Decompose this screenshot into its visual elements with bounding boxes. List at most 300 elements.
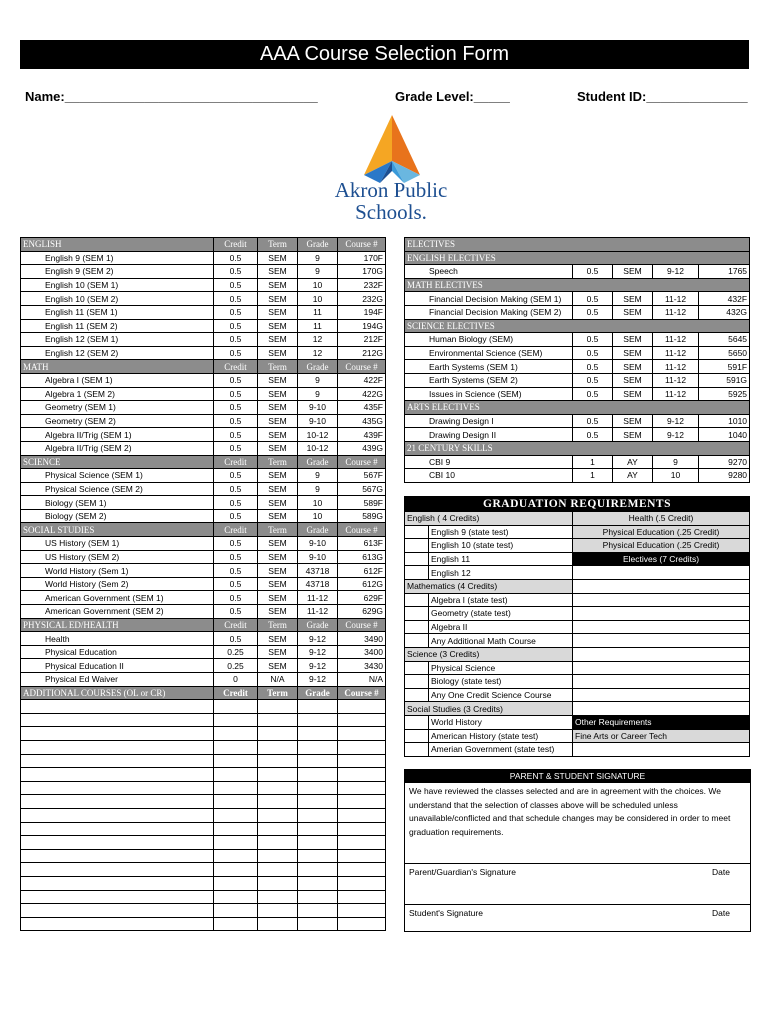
course-term: SEM xyxy=(258,482,298,496)
course-grade: 9-10 xyxy=(298,537,338,551)
table-row[interactable] xyxy=(405,414,750,428)
course-name: Human Biology (SEM) xyxy=(405,333,573,347)
course-grade: 10 xyxy=(298,278,338,292)
course-number: 5925 xyxy=(699,387,750,401)
table-row[interactable] xyxy=(21,346,386,360)
column-header-credit: Credit xyxy=(214,360,258,374)
table-row[interactable] xyxy=(405,305,750,319)
section-header-row xyxy=(405,401,750,415)
blank-row[interactable] xyxy=(21,917,386,931)
requirement-right: Health (.5 Credit) xyxy=(573,512,750,526)
course-number: 212G xyxy=(338,346,386,360)
requirement-right: Electives (7 Credits) xyxy=(573,552,750,566)
table-row[interactable] xyxy=(21,428,386,442)
requirement-item: Any One Credit Science Course xyxy=(429,688,573,702)
course-name: English 10 (SEM 2) xyxy=(21,292,214,306)
blank-cell xyxy=(214,740,258,754)
parent-signature-line[interactable] xyxy=(405,863,750,877)
course-number: 432F xyxy=(699,292,750,306)
section-label: MATH xyxy=(21,360,214,374)
course-name: Physical Science (SEM 1) xyxy=(21,469,214,483)
course-term: SEM xyxy=(258,537,298,551)
table-row xyxy=(405,607,750,621)
table-row[interactable] xyxy=(405,469,750,483)
table-row[interactable] xyxy=(21,564,386,578)
table-row[interactable] xyxy=(21,673,386,687)
table-row[interactable] xyxy=(21,659,386,673)
course-number: 613G xyxy=(338,550,386,564)
section-label: ELECTIVES xyxy=(405,238,750,252)
course-grade: 11 xyxy=(298,319,338,333)
blank-cell xyxy=(21,822,214,836)
blank-row[interactable] xyxy=(21,822,386,836)
course-term: SEM xyxy=(258,319,298,333)
course-credit: 1 xyxy=(573,469,613,483)
course-number: 439F xyxy=(338,428,386,442)
course-term: SEM xyxy=(258,373,298,387)
section-label: MATH ELECTIVES xyxy=(405,278,750,292)
requirement-category: Mathematics (4 Credits) xyxy=(405,579,573,593)
checkbox-cell xyxy=(405,539,429,553)
requirement-right xyxy=(573,702,750,716)
column-header-term: Term xyxy=(258,455,298,469)
course-credit: 0 xyxy=(214,673,258,687)
course-term: SEM xyxy=(258,346,298,360)
table-row[interactable] xyxy=(21,265,386,279)
blank-row[interactable] xyxy=(21,727,386,741)
electives-table xyxy=(404,237,750,483)
student-signature-line[interactable] xyxy=(405,904,750,918)
blank-row[interactable] xyxy=(21,713,386,727)
table-row[interactable] xyxy=(21,292,386,306)
course-number: 612F xyxy=(338,564,386,578)
blank-row[interactable] xyxy=(21,876,386,890)
blank-cell xyxy=(298,700,338,714)
requirement-right xyxy=(573,634,750,648)
course-name: Drawing Design II xyxy=(405,428,573,442)
course-credit: 0.5 xyxy=(214,591,258,605)
table-row[interactable] xyxy=(21,591,386,605)
table-row[interactable] xyxy=(21,305,386,319)
course-grade: 11-12 xyxy=(653,387,699,401)
course-grade: 9-12 xyxy=(653,428,699,442)
course-number: 194G xyxy=(338,319,386,333)
signature-statement: We have reviewed the classes selected and are in agreement with the choices. We understand that the selection of classes above will be scheduled unless unavailable/conflicted and that schedule changes may be considered in order to meet graduation requirements. xyxy=(409,786,731,837)
requirement-right xyxy=(573,607,750,621)
checkbox-cell xyxy=(405,634,429,648)
table-row xyxy=(405,675,750,689)
course-number: 567F xyxy=(338,469,386,483)
course-credit: 0.5 xyxy=(573,373,613,387)
course-grade: 9-10 xyxy=(298,401,338,415)
table-row[interactable] xyxy=(21,278,386,292)
blank-cell xyxy=(258,781,298,795)
table-row[interactable] xyxy=(21,509,386,523)
table-row[interactable] xyxy=(21,401,386,415)
blank-row[interactable] xyxy=(21,904,386,918)
student-signature-label: Student's Signature xyxy=(409,908,483,918)
blank-cell xyxy=(338,890,386,904)
checkbox-cell xyxy=(405,552,429,566)
course-grade: 10 xyxy=(298,509,338,523)
course-name: CBI 10 xyxy=(405,469,573,483)
requirement-right xyxy=(573,647,750,661)
course-number: 629F xyxy=(338,591,386,605)
table-row[interactable] xyxy=(405,265,750,279)
course-name: American Government (SEM 1) xyxy=(21,591,214,605)
course-credit: 0.5 xyxy=(214,346,258,360)
course-name: US History (SEM 2) xyxy=(21,550,214,564)
blank-cell xyxy=(21,890,214,904)
section-label: ARTS ELECTIVES xyxy=(405,401,750,415)
course-credit: 0.5 xyxy=(573,414,613,428)
table-row[interactable] xyxy=(21,319,386,333)
blank-cell xyxy=(258,890,298,904)
section-label: PHYSICAL ED/HEALTH xyxy=(21,618,214,632)
course-credit: 0.5 xyxy=(214,564,258,578)
table-row[interactable] xyxy=(21,537,386,551)
course-name: Health xyxy=(21,632,214,646)
course-name: US History (SEM 1) xyxy=(21,537,214,551)
blank-cell xyxy=(298,768,338,782)
student-id-field[interactable]: Student ID:______________ xyxy=(577,89,748,104)
table-row xyxy=(405,593,750,607)
column-header-course: Course # xyxy=(338,455,386,469)
blank-cell xyxy=(338,700,386,714)
table-row xyxy=(405,702,750,716)
course-credit: 0.5 xyxy=(214,428,258,442)
blank-row[interactable] xyxy=(21,849,386,863)
table-row xyxy=(405,743,750,757)
name-field[interactable]: Name:___________________________________ xyxy=(25,89,318,104)
blank-row[interactable] xyxy=(21,808,386,822)
course-term: SEM xyxy=(258,550,298,564)
course-credit: 0.5 xyxy=(573,387,613,401)
column-header-term: Term xyxy=(258,360,298,374)
blank-cell xyxy=(338,836,386,850)
blank-cell xyxy=(338,795,386,809)
table-row[interactable] xyxy=(21,469,386,483)
table-row xyxy=(405,634,750,648)
course-credit: 0.5 xyxy=(214,305,258,319)
blank-cell xyxy=(298,836,338,850)
course-name: Earth Systems (SEM 1) xyxy=(405,360,573,374)
blank-cell xyxy=(214,890,258,904)
course-term: SEM xyxy=(258,632,298,646)
table-row xyxy=(405,552,750,566)
blank-cell xyxy=(258,754,298,768)
blank-cell xyxy=(258,768,298,782)
blank-row[interactable] xyxy=(21,700,386,714)
blank-cell xyxy=(298,740,338,754)
requirement-item: Biology (state test) xyxy=(429,675,573,689)
table-row[interactable] xyxy=(21,441,386,455)
course-grade: 11-12 xyxy=(653,292,699,306)
table-row[interactable] xyxy=(21,482,386,496)
table-row[interactable] xyxy=(21,373,386,387)
requirement-item: World History xyxy=(429,715,573,729)
blank-cell xyxy=(338,849,386,863)
course-name: Algebra I (SEM 1) xyxy=(21,373,214,387)
course-name: Geometry (SEM 1) xyxy=(21,401,214,415)
blank-cell xyxy=(258,808,298,822)
course-credit: 0.5 xyxy=(573,305,613,319)
course-grade: 11-12 xyxy=(653,373,699,387)
blank-cell xyxy=(338,754,386,768)
section-header-row xyxy=(405,238,750,252)
course-grade: 10 xyxy=(653,469,699,483)
course-term: SEM xyxy=(613,414,653,428)
course-name: English 11 (SEM 1) xyxy=(21,305,214,319)
course-term: SEM xyxy=(613,333,653,347)
course-name: Physical Education II xyxy=(21,659,214,673)
course-number: 3400 xyxy=(338,645,386,659)
course-credit: 0.5 xyxy=(214,333,258,347)
blank-cell xyxy=(214,713,258,727)
table-row[interactable] xyxy=(21,550,386,564)
signature-title: PARENT & STUDENT SIGNATURE xyxy=(405,770,750,783)
table-row[interactable] xyxy=(21,387,386,401)
table-row[interactable] xyxy=(21,605,386,619)
blank-cell xyxy=(214,876,258,890)
course-name: CBI 9 xyxy=(405,455,573,469)
course-name: English 12 (SEM 2) xyxy=(21,346,214,360)
blank-cell xyxy=(258,700,298,714)
blank-cell xyxy=(298,781,338,795)
requirement-item: Algebra II xyxy=(429,620,573,634)
table-row[interactable] xyxy=(21,251,386,265)
blank-cell xyxy=(258,849,298,863)
course-credit: 0.5 xyxy=(214,441,258,455)
checkbox-cell xyxy=(405,661,429,675)
course-credit: 0.5 xyxy=(214,550,258,564)
blank-cell xyxy=(214,754,258,768)
graduation-title: GRADUATION REQUIREMENTS xyxy=(405,497,750,512)
course-grade: 9 xyxy=(298,373,338,387)
course-grade: 11-12 xyxy=(298,591,338,605)
blank-cell xyxy=(298,795,338,809)
course-term: N/A xyxy=(258,673,298,687)
course-term: SEM xyxy=(613,305,653,319)
blank-cell xyxy=(21,836,214,850)
course-grade: 10 xyxy=(298,496,338,510)
blank-row[interactable] xyxy=(21,890,386,904)
course-grade: 9-12 xyxy=(653,265,699,279)
column-header-grade: Grade xyxy=(298,455,338,469)
table-row[interactable] xyxy=(21,496,386,510)
course-grade: 10 xyxy=(298,292,338,306)
table-row xyxy=(405,566,750,580)
requirement-right xyxy=(573,661,750,675)
table-row[interactable] xyxy=(405,387,750,401)
blank-cell xyxy=(258,863,298,877)
blank-cell xyxy=(338,781,386,795)
grade-level-field[interactable]: Grade Level:_____ xyxy=(395,89,510,104)
requirement-right xyxy=(573,675,750,689)
section-label: SCIENCE xyxy=(21,455,214,469)
course-name: Speech xyxy=(405,265,573,279)
course-term: SEM xyxy=(258,469,298,483)
course-number: 589F xyxy=(338,496,386,510)
blank-cell xyxy=(21,808,214,822)
requirement-category: Social Studies (3 Credits) xyxy=(405,702,573,716)
blank-row[interactable] xyxy=(21,781,386,795)
course-credit: 0.5 xyxy=(214,387,258,401)
blank-cell xyxy=(214,863,258,877)
column-header-credit: Credit xyxy=(214,523,258,537)
course-number: 422G xyxy=(338,387,386,401)
blank-row[interactable] xyxy=(21,836,386,850)
course-name: World History (Sem 1) xyxy=(21,564,214,578)
course-number: 232F xyxy=(338,278,386,292)
blank-cell xyxy=(298,876,338,890)
course-number: 3430 xyxy=(338,659,386,673)
course-term: SEM xyxy=(613,428,653,442)
blank-row[interactable] xyxy=(21,863,386,877)
column-header-grade: Grade xyxy=(298,238,338,252)
course-term: SEM xyxy=(258,414,298,428)
table-row[interactable] xyxy=(405,373,750,387)
course-credit: 0.5 xyxy=(214,319,258,333)
blank-cell xyxy=(214,849,258,863)
course-number: 613F xyxy=(338,537,386,551)
blank-cell xyxy=(258,917,298,931)
table-row[interactable] xyxy=(21,577,386,591)
parent-date-label: Date xyxy=(712,867,730,877)
course-credit: 0.5 xyxy=(214,469,258,483)
course-credit: 0.5 xyxy=(214,373,258,387)
table-row xyxy=(405,715,750,729)
table-row[interactable] xyxy=(21,414,386,428)
table-row[interactable] xyxy=(405,292,750,306)
student-date-label: Date xyxy=(712,908,730,918)
blank-cell xyxy=(214,727,258,741)
course-grade: 9 xyxy=(653,455,699,469)
course-grade: 43718 xyxy=(298,564,338,578)
table-row[interactable] xyxy=(21,333,386,347)
blank-cell xyxy=(298,754,338,768)
course-number: 435G xyxy=(338,414,386,428)
course-number: 1010 xyxy=(699,414,750,428)
requirement-item: Geometry (state test) xyxy=(429,607,573,621)
blank-row[interactable] xyxy=(21,768,386,782)
course-term: SEM xyxy=(258,564,298,578)
course-name: American Government (SEM 2) xyxy=(21,605,214,619)
form-title: AAA Course Selection Form xyxy=(20,40,749,69)
course-term: SEM xyxy=(613,387,653,401)
blank-cell xyxy=(338,904,386,918)
requirement-right: Fine Arts or Career Tech xyxy=(573,729,750,743)
course-term: SEM xyxy=(258,401,298,415)
blank-cell xyxy=(298,890,338,904)
requirement-right xyxy=(573,593,750,607)
blank-row[interactable] xyxy=(21,795,386,809)
course-credit: 0.5 xyxy=(573,346,613,360)
requirement-item: English 10 (state test) xyxy=(429,539,573,553)
course-term: SEM xyxy=(258,428,298,442)
course-term: SEM xyxy=(258,509,298,523)
column-header-credit: Credit xyxy=(214,618,258,632)
table-row[interactable] xyxy=(405,360,750,374)
blank-cell xyxy=(258,713,298,727)
course-term: SEM xyxy=(613,346,653,360)
course-grade: 9-12 xyxy=(298,632,338,646)
course-term: SEM xyxy=(258,659,298,673)
course-name: English 10 (SEM 1) xyxy=(21,278,214,292)
blank-cell xyxy=(298,822,338,836)
course-grade: 9 xyxy=(298,251,338,265)
section-label: ADDITIONAL COURSES (OL or CR) xyxy=(21,686,214,700)
section-label: ENGLISH xyxy=(21,238,214,252)
blank-row[interactable] xyxy=(21,740,386,754)
blank-row[interactable] xyxy=(21,754,386,768)
table-row[interactable] xyxy=(21,632,386,646)
blank-cell xyxy=(21,740,214,754)
course-credit: 0.25 xyxy=(214,659,258,673)
table-row[interactable] xyxy=(21,645,386,659)
section-header-row xyxy=(21,686,386,700)
course-name: Algebra II/Trig (SEM 1) xyxy=(21,428,214,442)
requirement-item: Any Additional Math Course xyxy=(429,634,573,648)
signature-box xyxy=(404,769,751,932)
blank-cell xyxy=(21,917,214,931)
blank-cell xyxy=(214,917,258,931)
blank-cell xyxy=(214,700,258,714)
course-number: 591G xyxy=(699,373,750,387)
checkbox-cell xyxy=(405,566,429,580)
table-row[interactable] xyxy=(405,455,750,469)
course-name: English 9 (SEM 1) xyxy=(21,251,214,265)
checkbox-cell xyxy=(405,620,429,634)
course-grade: 9 xyxy=(298,469,338,483)
course-grade: 9 xyxy=(298,265,338,279)
section-header-row xyxy=(21,618,386,632)
course-term: SEM xyxy=(613,292,653,306)
section-header-row xyxy=(21,523,386,537)
course-number: 5650 xyxy=(699,346,750,360)
course-grade: 12 xyxy=(298,333,338,347)
blank-cell xyxy=(298,904,338,918)
table-row[interactable] xyxy=(405,428,750,442)
course-credit: 0.5 xyxy=(214,509,258,523)
course-term: SEM xyxy=(613,265,653,279)
column-header-course: Course # xyxy=(338,238,386,252)
blank-cell xyxy=(338,768,386,782)
course-name: Algebra 1 (SEM 2) xyxy=(21,387,214,401)
course-credit: 0.5 xyxy=(573,333,613,347)
course-grade: 10-12 xyxy=(298,441,338,455)
section-header-row xyxy=(405,441,750,455)
blank-cell xyxy=(258,795,298,809)
blank-cell xyxy=(214,795,258,809)
blank-cell xyxy=(298,808,338,822)
blank-cell xyxy=(21,781,214,795)
table-row xyxy=(405,729,750,743)
course-term: SEM xyxy=(258,278,298,292)
blank-cell xyxy=(214,781,258,795)
blank-cell xyxy=(338,822,386,836)
blank-cell xyxy=(214,808,258,822)
course-name: Issues in Science (SEM) xyxy=(405,387,573,401)
table-row[interactable] xyxy=(405,346,750,360)
checkbox-cell xyxy=(405,607,429,621)
course-grade: 43718 xyxy=(298,577,338,591)
course-number: 589G xyxy=(338,509,386,523)
course-term: SEM xyxy=(258,387,298,401)
course-term: SEM xyxy=(613,360,653,374)
course-name: Drawing Design I xyxy=(405,414,573,428)
table-row[interactable] xyxy=(405,333,750,347)
